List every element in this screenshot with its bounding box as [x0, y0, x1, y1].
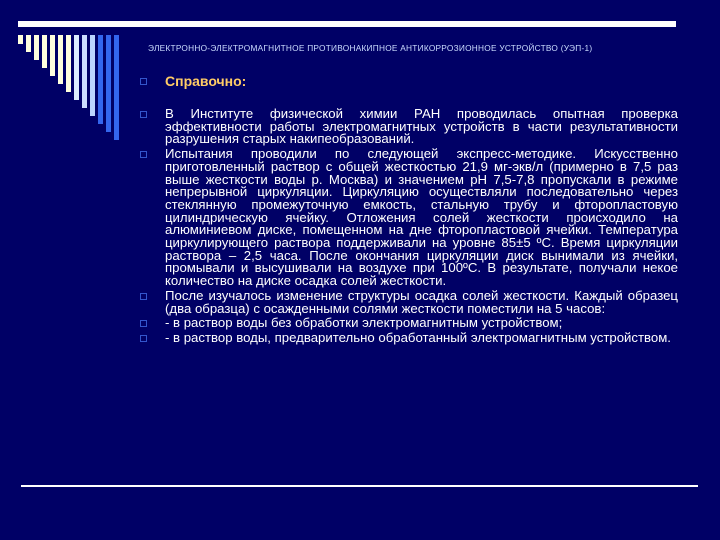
- square-bullet-icon: [140, 78, 147, 85]
- list-item: [138, 108, 678, 146]
- top-rule-right: [336, 21, 676, 27]
- decor-bar: [26, 35, 31, 52]
- bullet-list: [138, 73, 678, 345]
- paragraph: - в раствор воды без обработки электромагнитным устройством;: [165, 315, 563, 331]
- square-bullet-icon: [140, 293, 147, 300]
- square-bullet-icon: [140, 335, 147, 342]
- decor-bar: [34, 35, 39, 60]
- square-bullet-icon: [140, 111, 147, 118]
- decor-bar: [74, 35, 79, 100]
- list-item: [138, 317, 678, 330]
- decor-bar: [90, 35, 95, 116]
- decor-bar: [58, 35, 63, 84]
- paragraph: Испытания проводили по следующей экспресс-методике. Искусственно приготовленный раствор с общей жесткостью 21,9 мг-экв/л (примерно в 7,5 раз выше жесткости воды р. Москва) и значением pH 7,5-7,8 пропускали в режиме непрерывной циркуляции. Циркуляцию осуществляли последовательно через стеклянную промежуточную емкость, стальную трубу и фторопластовую цилиндрическую ячейку. Отложения солей жесткости происходило на алюминиевом диске, помещенном на дне фторопластовой ячейки. Температура циркулирующего раствора поддерживали на уровне 85±5 ºС. Время циркуляции раствора – 2,5 часа. После окончания циркуляции диск вынимали из ячейки, промывали и высушивали на воздухе при 100ºС. В результате, получали некое количество на диске осадка солей жесткости.: [165, 146, 678, 289]
- list-item: [138, 287, 678, 316]
- bottom-rule: [21, 485, 698, 487]
- decor-bar: [18, 35, 23, 44]
- decor-bar: [66, 35, 71, 92]
- decor-bar: [98, 35, 103, 124]
- decor-bar: [82, 35, 87, 108]
- heading-item: [138, 73, 678, 89]
- paragraph: - в раствор воды, предварительно обработанный электромагнитным устройством.: [165, 329, 671, 345]
- square-bullet-icon: [140, 151, 147, 158]
- paragraph: После изучалось изменение структуры осадка солей жесткости. Каждый образец (два образца) с осажденными солями жесткости поместили на 5 часов:: [165, 287, 678, 316]
- paragraph: В Институте физической химии РАН проводилась опытная проверка эффективности работы электромагнитных устройств в части результативности разрушения старых накипеобразований.: [165, 106, 678, 147]
- decor-bar: [106, 35, 111, 132]
- decor-bar: [50, 35, 55, 76]
- decor-bar: [114, 35, 119, 140]
- decor-bar: [42, 35, 47, 68]
- square-bullet-icon: [140, 320, 147, 327]
- list-item: [138, 148, 678, 288]
- top-rule: [18, 21, 336, 27]
- list-item: [138, 329, 678, 345]
- section-heading: Справочно:: [165, 73, 247, 89]
- slide-header-title: ЭЛЕКТРОННО-ЭЛЕКТРОМАГНИТНОЕ ПРОТИВОНАКИПНОЕ АНТИКОРРОЗИОННОЕ УСТРОЙСТВО (УЭП-1): [148, 43, 593, 53]
